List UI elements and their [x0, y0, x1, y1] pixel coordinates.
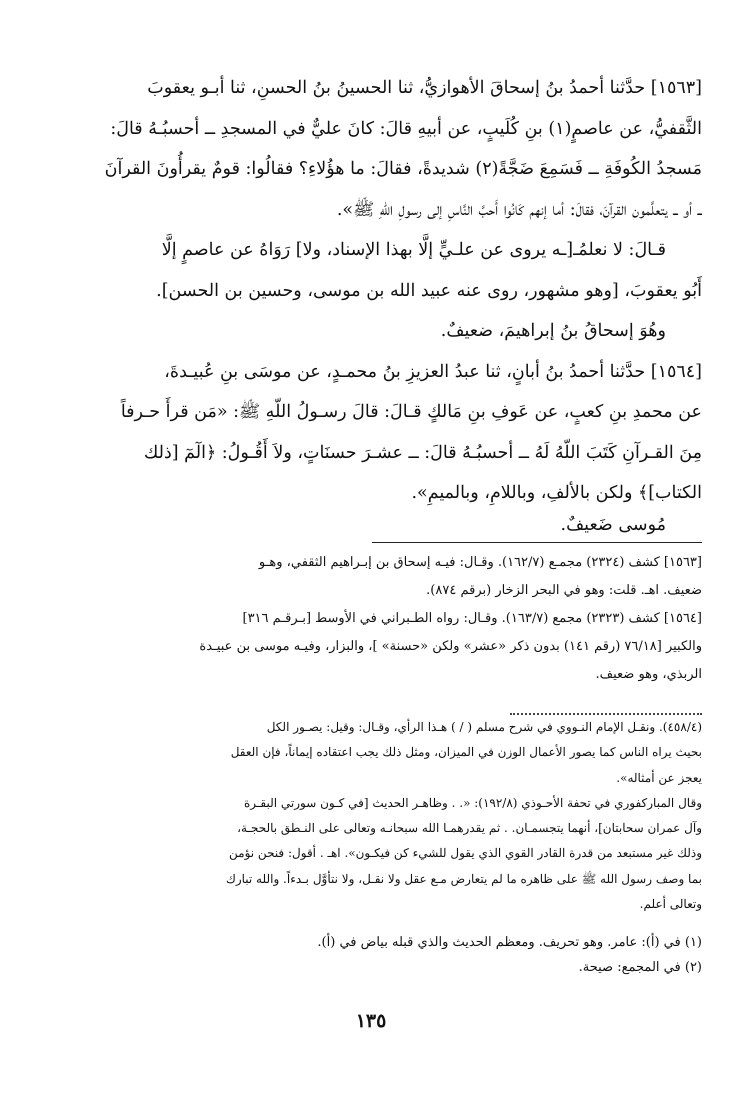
takhrij-notes — [40, 549, 702, 689]
takhrij-line: والكبير [٧٦/١٨ (رقم ١٤١) بدون ذكر «عشر» ولكن «حسنة» ]، والبزار، وفيـه موسى بن عبيـدة — [199, 639, 702, 654]
footnotes — [40, 930, 702, 980]
note-line: وذلك غير مستبعد من قدرة القادر القوي الذي يقول للشيء كن فيكـون». اهـ . أقول: فنحن نؤمن — [229, 846, 702, 861]
hadith-1563-line: ــ أو ــ يتعلَّمون القرآنَ، فقالَ: أما إنهم كَانُوا أَحبَّ النَّاسِ إلى رسولِ اللّهِ ﷺ». — [336, 199, 702, 220]
note-line: وتعالى أعلم. — [639, 897, 702, 912]
footnote — [40, 930, 702, 955]
hadith-1563-line: الثَّقفيُّ، عن عاصمٍ(١) بنِ كُلَيبٍ، عن أبيهِ قالَ: كانَ عليٌّ في المسجدِ ــ أحسبُـهُ قالَ: — [110, 118, 702, 139]
footnote-text: في (أ): عامر. وهو تحريف. ومعظم الحديث والذي قبله بياض في (أ). — [317, 935, 681, 950]
hadith-1563-comment: قـالَ: لا نعلمُـ[ـه يروى عن علـيٍّ إلَّا بهذا الإسناد، ولا] رَوَاهُ عن عاصمٍ إلَّا — [161, 240, 666, 260]
footnote-number: (١) — [684, 935, 702, 950]
note-line: (٤٥٨/٤). ونقـل الإمام النـووي في شرح مسلم ( / ) هـذا الرأي، وقـال: وقيل: يصـور الكل — [266, 720, 702, 734]
footnote-number: (٢) — [684, 960, 702, 975]
hadith-1563-comment: أَبُو يعقوبَ، [وهو مشهور، روى عنه عبيد الله بن موسى، وحسين بن الحسن]. — [156, 280, 702, 301]
takhrij-line: الربذي، وهو ضعيف. — [595, 667, 702, 682]
footnote-text: في المجمع: صيحة. — [578, 960, 681, 975]
hadith-1563-comment: وهُوَ إسحاقُ بنُ إبراهيمَ، ضعيفٌ. — [440, 321, 666, 341]
note-line: وآل عمران سحابتان]، أنهما يتجسمـان. . ثم يقدرهمـا الله سبحانـه وتعالى على النـطق بالحجـة، — [237, 821, 702, 836]
page-number: ١٣٥ — [355, 1010, 387, 1032]
takhrij-line: ضعيف. اهـ. قلت: وهو في البحر الزخار (برقم ٨٧٤). — [426, 583, 702, 598]
hadith-1563-line: مَسجدُ الكُوفَةِ ــ فَسَمِعَ ضَجَّةً(٢) شديدةً، فقالَ: ما هؤُلاءِ؟ فقالُوا: قومٌ يقرأُونَ القرآنَ — [104, 159, 702, 179]
takhrij-line: [١٥٦٤] كشف (٢٣٢٣) مجمع (١٦٣/٧). وقـال: رواه الطـبراني في الأوسط [بـرقـم ٣١٦] — [242, 611, 702, 626]
footnote — [40, 955, 702, 980]
note-line: يعجز عن أمثاله». — [616, 770, 702, 785]
note-line: بما وصف رسول الله ﷺ على ظاهره ما لم يتعارض مـع عقل ولا نقـل، ولا نتأوَّل بـدءاً. والله تبارك — [225, 871, 702, 886]
hadith-1563-line: [١٥٦٣] حدَّثنا أحمدُ بنُ إسحاقَ الأهوازيُّ، ثنا الحسينُ بنُ الحسنِ، ثنا أبـو يعقوبَ — [147, 78, 702, 98]
hadith-1564-comment: مُوسى ضَعيفٌ. — [560, 514, 666, 535]
note-line: بحيث يراه الناس كما يصور الأعمال الوزن في الميزان، ومثل ذلك يجب اعتقاده إيماناً، فإن العقل — [230, 745, 702, 760]
hadith-1564-line: [١٥٦٤] حدَّثنا أحمدُ بنُ أبانٍ، ثنا عبدُ العزيزِ بنُ محمـدٍ، عن موسَى بنِ عُبيـدةَ، — [164, 361, 702, 382]
hadith-1564-line: مِنَ القـرآنِ كَتَبَ اللّهُ لَهُ ــ أحسبُـهُ قالَ: ــ عشـرَ حسنَاتٍ، ولاَ أَقُـولُ: ﴿الٓمٓ [ذلك — [143, 442, 702, 463]
footnote-divider — [372, 542, 702, 543]
additional-notes — [40, 715, 702, 917]
takhrij-line: [١٥٦٣] كشف (٢٣٢٤) مجمـع (١٦٢/٧). وقـال: فيـه إسحاق بن إبـراهيم الثقفي، وهـو — [258, 555, 702, 570]
hadith-1564-line: عن محمدِ بنِ كعبٍ، عن عَوفِ بنِ مَالكٍ قـالَ: قالَ رسـولُ اللّهِ ﷺ: «مَن قرأَ حـرفاً — [120, 402, 702, 422]
main-text — [40, 68, 702, 536]
hadith-1564-line: الكتاب]﴾ ولكن بالألفِ، وباللامِ، وبالميمِ». — [411, 483, 702, 503]
note-line: وقال المباركفوري في تحفة الأحـوذي (١٩٢/٨): «. . وظاهـر الحديث [في كـون سورتي البقـرة — [243, 795, 702, 810]
